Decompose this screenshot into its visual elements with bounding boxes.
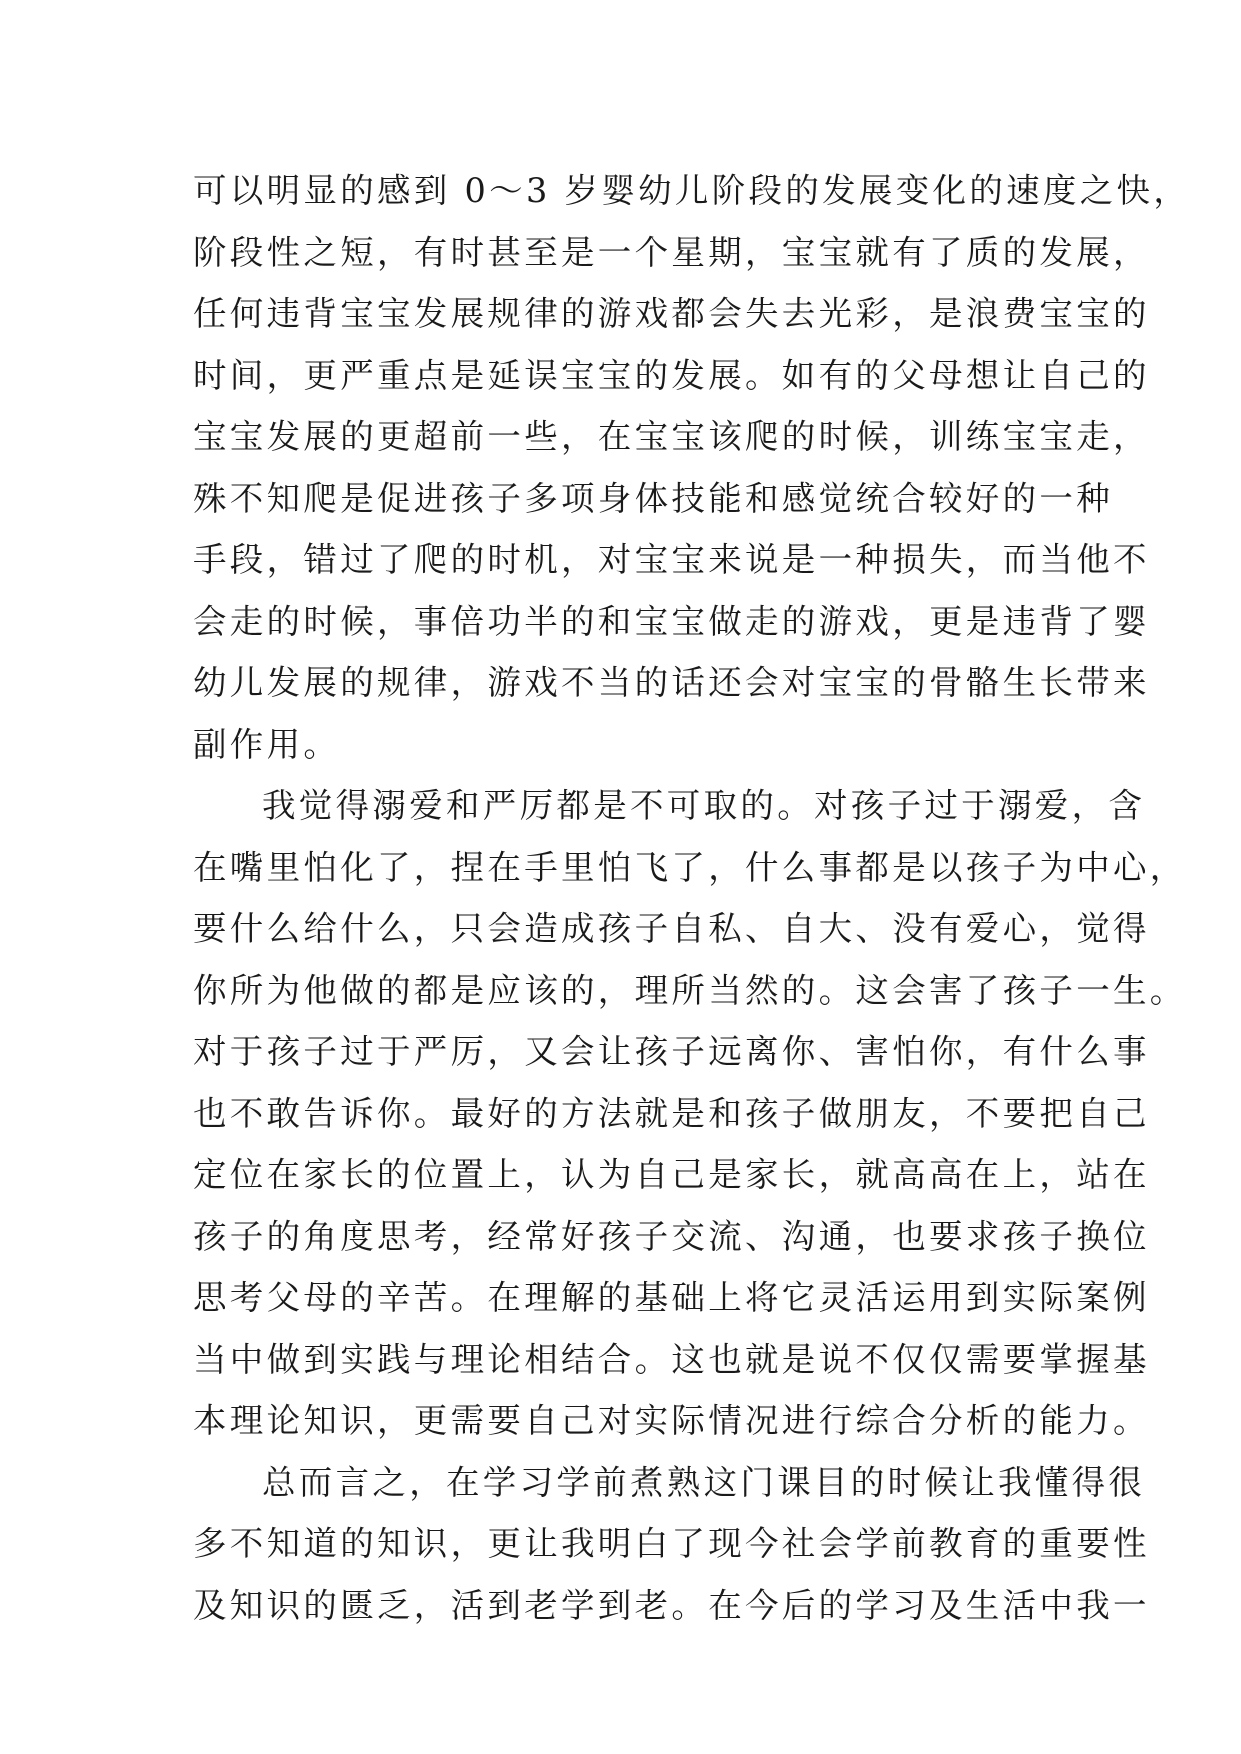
- paragraph-2: [193, 775, 1187, 1452]
- text-line: 及知识的匮乏，活到老学到老。在今后的学习及生活中我一: [193, 1585, 1150, 1625]
- text-line: 时间，更严重点是延误宝宝的发展。如有的父母想让自己的: [193, 355, 1150, 395]
- text-line: 幼儿发展的规律，游戏不当的话还会对宝宝的骨骼生长带来: [193, 663, 1150, 702]
- text-line: 当中做到实践与理论相结合。这也就是说不仅仅需要掌握基: [193, 1339, 1150, 1379]
- text-line: 在嘴里怕化了，捏在手里怕飞了，什么事都是以孩子为中心，: [193, 847, 1187, 887]
- text-line: 要什么给什么，只会造成孩子自私、自大、没有爱心，觉得: [193, 909, 1150, 948]
- text-line: 副作用。: [193, 724, 341, 764]
- text-line: 对于孩子过于严厉，又会让孩子远离你、害怕你，有什么事: [193, 1032, 1150, 1071]
- text-line: 宝宝发展的更超前一些，在宝宝该爬的时候，训练宝宝走，: [193, 417, 1150, 456]
- text-line-indented: 总而言之，在学习学前煮熟这门课目的时候让我懂得很: [262, 1462, 1146, 1502]
- text-line-indented: 我觉得溺爱和严厉都是不可取的。对孩子过于溺爱，含: [262, 786, 1146, 825]
- text-line: 会走的时候，事倍功半的和宝宝做走的游戏，更是违背了婴: [193, 601, 1150, 641]
- text-line: 殊不知爬是促进孩子多项身体技能和感觉统合较好的一种: [193, 478, 1113, 518]
- text-line: 可以明显的感到 0～3 岁婴幼儿阶段的发展变化的速度之快，: [193, 171, 1191, 210]
- paragraph-3: [193, 1452, 1150, 1637]
- text-line: 定位在家长的位置上，认为自己是家长，就高高在上，站在: [193, 1155, 1150, 1194]
- text-line: 手段，错过了爬的时机，对宝宝来说是一种损失，而当他不: [193, 540, 1150, 579]
- text-line: 你所为他做的都是应该的，理所当然的。这会害了孩子一生。: [193, 970, 1187, 1010]
- text-line: 本理论知识，更需要自己对实际情况进行综合分析的能力。: [193, 1401, 1150, 1440]
- text-line: 阶段性之短，有时甚至是一个星期，宝宝就有了质的发展，: [193, 232, 1150, 272]
- text-line: 多不知道的知识，更让我明白了现今社会学前教育的重要性: [193, 1524, 1150, 1563]
- text-line: 思考父母的辛苦。在理解的基础上将它灵活运用到实际案例: [193, 1278, 1150, 1317]
- text-line: 也不敢告诉你。最好的方法就是和孩子做朋友，不要把自己: [193, 1093, 1150, 1133]
- text-line: 任何违背宝宝发展规律的游戏都会失去光彩，是浪费宝宝的: [193, 294, 1150, 333]
- paragraph-1: [193, 160, 1191, 775]
- document-body: [193, 160, 1191, 1636]
- text-line: 孩子的角度思考，经常好孩子交流、沟通，也要求孩子换位: [193, 1216, 1150, 1256]
